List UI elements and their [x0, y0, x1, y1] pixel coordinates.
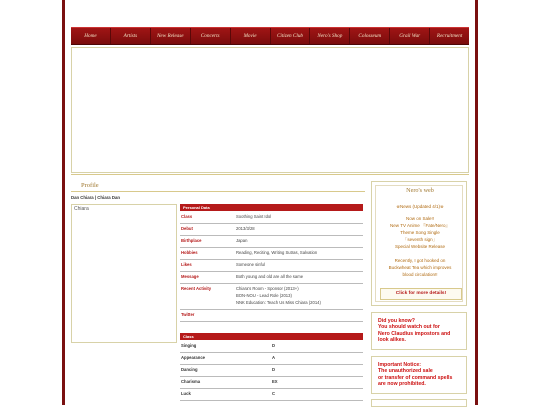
personal-row: [180, 249, 363, 260]
news-line: Theme Song Single: [400, 230, 440, 235]
personal-row-label: Class: [181, 214, 193, 219]
stat-rank: A: [272, 355, 276, 360]
personal-row: [180, 273, 363, 284]
news-line: 「seventh sign」: [402, 237, 438, 242]
notice-line: The unauthorized sale: [378, 368, 433, 375]
nav-item-nero-s-shop[interactable]: Nero's Shop: [310, 28, 350, 44]
personal-row-value: Soothing Saint Idol: [236, 214, 272, 219]
stat-label: Charisma: [181, 379, 201, 384]
nav-item-movie[interactable]: Movie: [231, 28, 271, 44]
personal-row-value: Reading, Reciting, Writing Sutras, Salvation: [236, 250, 318, 255]
nav-item-artists[interactable]: Artists: [111, 28, 151, 44]
personal-row: [180, 237, 363, 248]
notice-line: or transfer of command spells: [378, 374, 453, 381]
personal-row: [180, 261, 363, 272]
personal-row-value: 2013/3/28: [236, 226, 255, 231]
personal-row: [180, 311, 363, 322]
stat-label: Singing: [181, 343, 197, 348]
divider: [71, 174, 469, 175]
stat-rank: EX: [272, 379, 278, 384]
news-title: ※News (Updated 4/1)※: [396, 204, 444, 209]
notice-line: Did you know?: [378, 318, 415, 324]
sidebar-panel-next: [371, 399, 467, 407]
profile-photo: [71, 204, 177, 343]
news-line: blood circulation!!: [402, 272, 438, 277]
personal-row-value: Japan: [236, 238, 248, 243]
personal-row-label: Hobbies: [181, 250, 198, 255]
nav-item-home[interactable]: Home: [71, 28, 111, 44]
personal-row-value: Chiara's Room - Sponsor (2013+): [236, 286, 299, 291]
class-stat-row: [180, 390, 363, 401]
class-stat-row: [180, 378, 363, 389]
nav-item-colosseum[interactable]: Colosseum: [350, 28, 390, 44]
stat-label: Appearance: [181, 355, 205, 360]
notice-line: look alikes.: [378, 336, 406, 343]
class-stat-row: [180, 366, 363, 377]
notice-line: are now prohibited.: [378, 380, 426, 387]
stat-rank: D: [272, 343, 276, 348]
news-line: Recently, I got hooked on: [394, 258, 446, 263]
news-line: New TV Anime 『Fate/Nero』: [390, 223, 450, 228]
profile-heading: Profile: [81, 182, 99, 189]
more-details-button[interactable]: Click for more details!: [380, 288, 462, 300]
personal-row: [180, 285, 363, 310]
personal-row-value: Both young and old are all the same: [236, 274, 304, 279]
class-header: Class: [180, 333, 363, 340]
notice-line: You should watch out for: [378, 324, 440, 331]
personal-row-value: Someone sinful: [236, 262, 265, 267]
personal-row-label: Debut: [181, 226, 193, 231]
photo-alt-text: Chiara: [74, 206, 89, 212]
main-nav: [71, 27, 469, 45]
stat-rank: C: [272, 391, 276, 396]
personal-row: [180, 225, 363, 236]
notice-line: Important Notice:: [378, 362, 421, 368]
notice-panel-impostors: [371, 312, 467, 350]
personal-row-value: NNK Education: Teach Us Miss Chiara (2014): [236, 300, 321, 305]
notice-line: Nero Claudius impostors and: [378, 330, 451, 337]
stat-label: Luck: [181, 391, 191, 396]
nav-item-concerts[interactable]: Concerts: [191, 28, 231, 44]
banner-area: [71, 47, 469, 173]
personal-row-label: Message: [181, 274, 199, 279]
notice-panel-command-spells: [371, 356, 467, 394]
personal-data-header: Personal Data: [180, 204, 363, 211]
personal-row: [180, 213, 363, 224]
impostor-notice: [378, 318, 450, 343]
nav-item-recruitment[interactable]: Recruitment: [436, 33, 463, 39]
nav-item-new-release[interactable]: New Release: [151, 28, 191, 44]
class-stat-row: [180, 342, 363, 353]
nero-web-panel: [371, 181, 467, 306]
personal-row-label: Likes: [181, 262, 192, 267]
personal-row-label: Birthplace: [181, 238, 202, 243]
idol-name: Dan Chiara | Chiara Dan: [71, 195, 120, 200]
news-line: Now on Sale!!: [405, 216, 434, 221]
command-spell-notice: [378, 362, 452, 387]
personal-row-value: BON-NOU - Lead Role (2013): [236, 293, 292, 298]
stat-label: Dancing: [181, 367, 198, 372]
nero-web-title: Nero's web: [406, 187, 434, 194]
personal-row-label[interactable]: Twitter: [181, 312, 195, 317]
nav-item-citizen-club[interactable]: Citizen Club: [271, 28, 311, 44]
class-stat-row: [180, 354, 363, 365]
nav-item-grail-war[interactable]: Grail War: [390, 28, 430, 44]
news-line: Special Website Release: [395, 244, 445, 249]
stat-rank: D: [272, 367, 276, 372]
news-line: Buckwheat Tea which improves: [388, 265, 452, 270]
personal-row-label: Recent Activity: [181, 286, 212, 291]
divider: [71, 191, 365, 192]
